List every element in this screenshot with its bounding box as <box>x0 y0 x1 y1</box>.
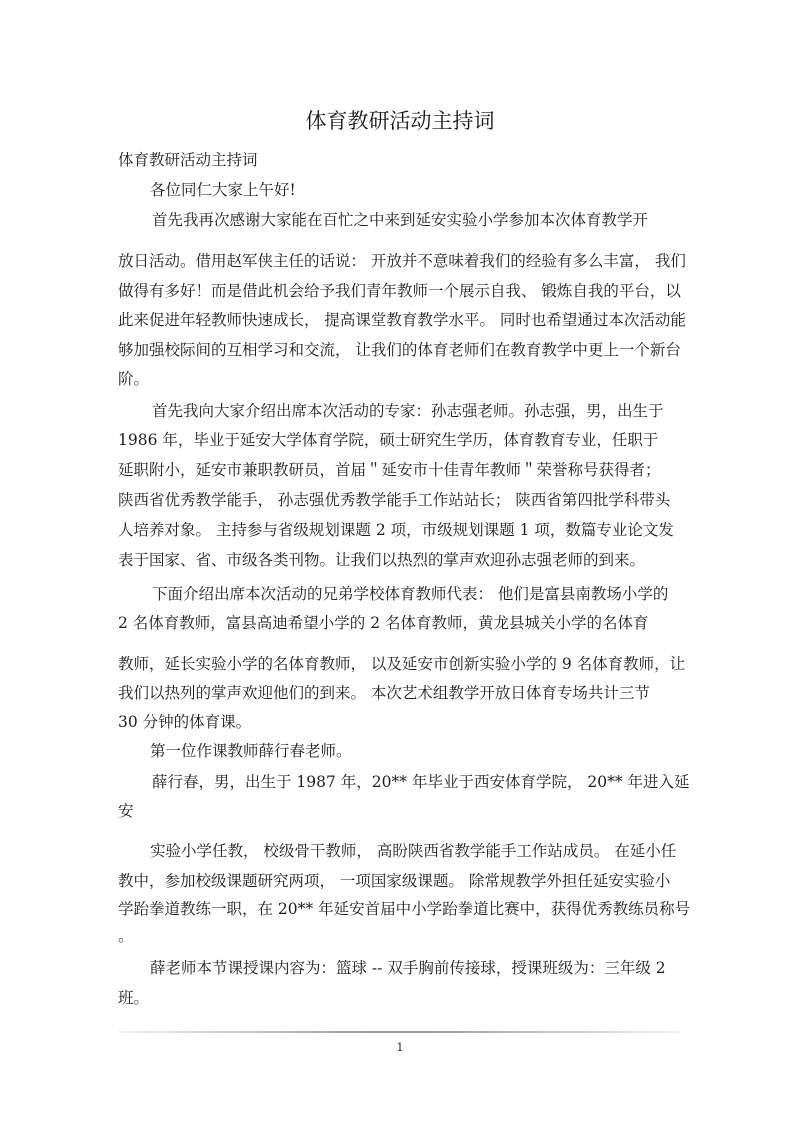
text-line: 首先我向大家介绍出席本次活动的专家：孙志强老师。孙志强，男，出生于 <box>152 402 664 420</box>
text-line: 薛老师本节课授课内容为：篮球 -- 双手胸前传接球，授课班级为：三年级 2 <box>150 959 666 977</box>
document-title: 体育教研活动主持词 <box>305 109 495 133</box>
text-line: 放日活动。借用赵军侠主任的话说： 开放并不意味着我们的经验有多么丰富， 我们 <box>118 252 686 270</box>
text-line: 薛行春，男，出生于 1987 年，20** 年毕业于西安体育学院， 20** 年进入延 <box>152 773 690 791</box>
text-line: 第一位作课教师薛行春老师。 <box>150 742 352 760</box>
text-line: 各位同仁大家上午好! <box>150 181 296 199</box>
text-line: 做得有多好！而是借此机会给予我们青年教师一个展示自我、 锻炼自我的平台，以 <box>118 282 681 300</box>
text-line: 我们以热列的掌声欢迎他们的到来。 本次艺术组教学开放日体育专场共计三节 <box>118 684 650 702</box>
text-line: 教师，延长实验小学的名体育教师， 以及延安市创新实验小学的 9 名体育教师，让 <box>118 655 686 673</box>
text-line: 。 <box>118 927 134 945</box>
text-line: 阶。 <box>118 370 150 388</box>
text-line: 下面介绍出席本次活动的兄弟学校体育教师代表： 他们是富县南教场小学的 <box>152 585 669 603</box>
text-line: 人培养对象。 主持参与省级规划课题 2 项，市级规划课题 1 项，数篇专业论文发 <box>118 521 674 539</box>
text-line: 教中，参加校级课题研究两项， 一项国家级课题。 除常规教学外担任延安实验小 <box>118 872 671 890</box>
text-line: 学跆拳道教练一职，在 20** 年延安首届中小学跆拳道比赛中，获得优秀教练员称号 <box>118 900 691 918</box>
text-line: 2 名体育教师，富县高迪希望小学的 2 名体育教师，黄龙县城关小学的名体育 <box>118 614 649 632</box>
text-line: 陕西省优秀教学能手， 孙志强优秀教学能手工作站站长； 陕西省第四批学科带头 <box>118 491 671 509</box>
text-line: 30 分钟的体育课。 <box>118 713 252 731</box>
text-line: 够加强校际间的互相学习和交流， 让我们的体育老师们在教育教学中更上一个新台 <box>118 341 681 359</box>
text-line: 此来促进年轻教师快速成长， 提高课堂教育教学水平。 同时也希望通过本次活动能 <box>118 311 686 329</box>
text-line: 安 <box>118 802 134 820</box>
text-line: 体育教研活动主持词 <box>118 151 258 169</box>
text-line: 首先我再次感谢大家能在百忙之中来到延安实验小学参加本次体育教学开 <box>152 211 649 229</box>
text-line: 1986 年，毕业于延安大学体育学院，硕士研究生学历，体育教育专业，任职于 <box>118 431 659 449</box>
page-number: 1 <box>396 1041 404 1054</box>
footer-rule <box>118 1031 680 1033</box>
text-line: 实验小学任教， 校级骨干教师， 高盼陕西省教学能手工作站成员。 在延小任 <box>150 842 677 860</box>
text-line: 延职附小，延安市兼职教研员，首届＂延安市十佳青年教师＂荣誉称号获得者； <box>118 461 661 479</box>
text-line: 班。 <box>118 989 150 1007</box>
text-line: 表于国家、省、市级各类刊物。让我们以热烈的掌声欢迎孙志强老师的到来。 <box>118 551 646 569</box>
